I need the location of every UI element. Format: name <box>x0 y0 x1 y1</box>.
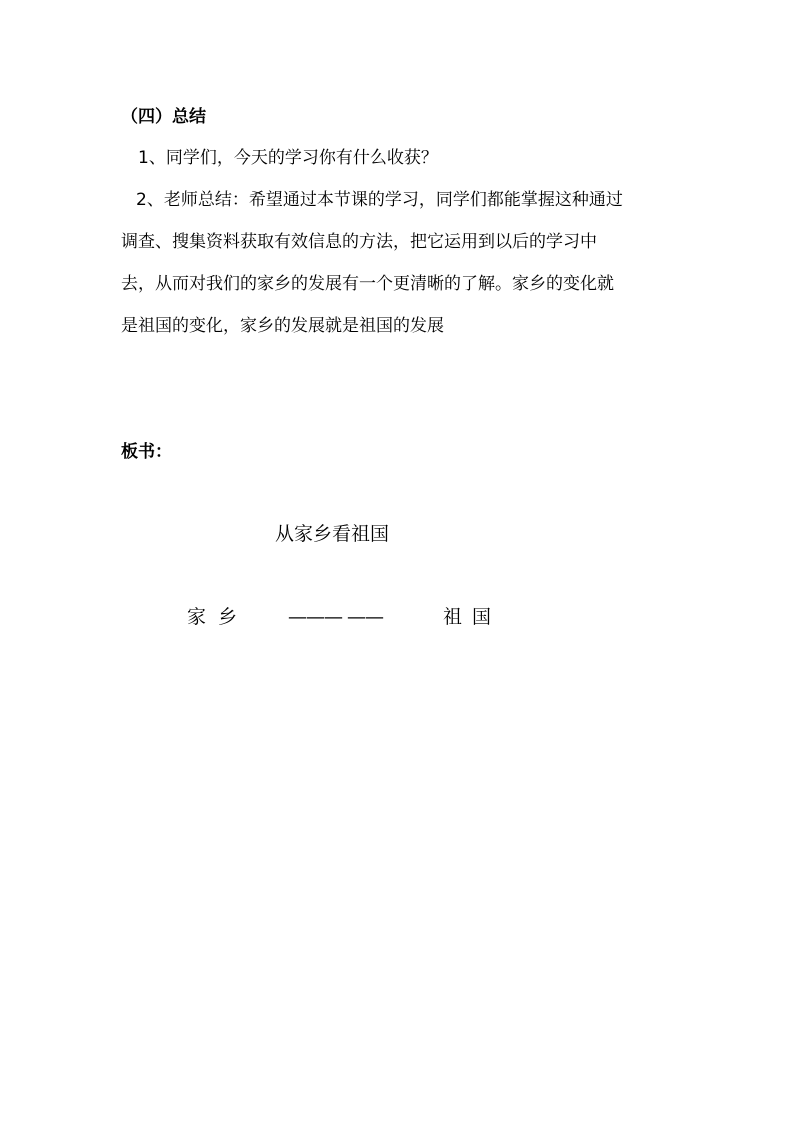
summary-item-2-line-1: 2、老师总结：希望通过本节课的学习，同学们都能掌握这种通过 <box>136 190 623 210</box>
blackboard-right-term: 祖国 <box>443 606 502 628</box>
blackboard-label: 板书： <box>121 442 172 462</box>
blackboard-title: 从家乡看祖国 <box>275 523 390 545</box>
summary-item-2-line-3: 去，从而对我们的家乡的发展有一个更清晰的了解。家乡的变化就 <box>121 274 614 294</box>
summary-item-2-line-2: 调查、搜集资料获取有效信息的方法，把它运用到以后的学习中 <box>121 232 597 252</box>
section-heading: （四）总结 <box>121 107 206 127</box>
summary-item-1: 1、同学们，今天的学习你有什么收获？ <box>138 148 438 168</box>
blackboard-connector: ——— —— <box>288 606 384 628</box>
blackboard-left-term: 家乡 <box>187 606 250 628</box>
summary-item-2-line-4: 是祖国的变化，家乡的发展就是祖国的发展 <box>121 316 444 336</box>
